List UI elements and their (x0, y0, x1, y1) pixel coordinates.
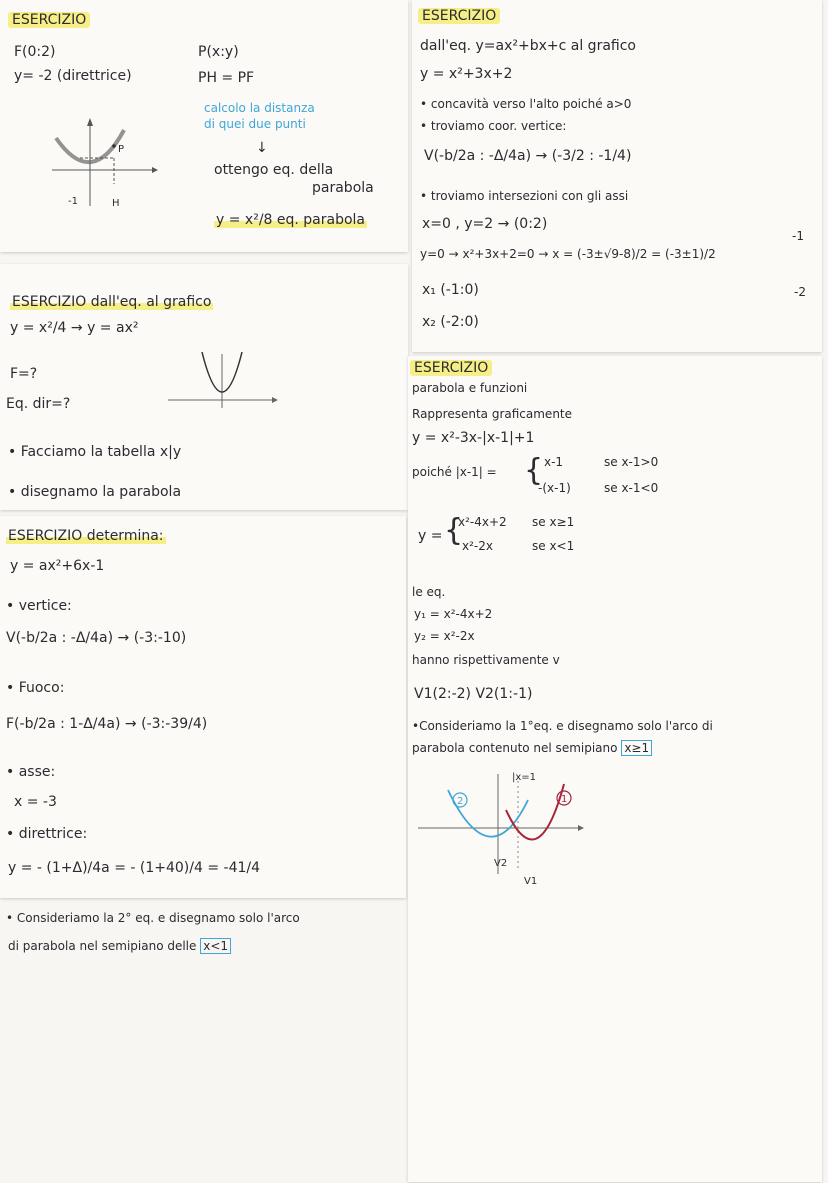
focus-text: F(0:2) (14, 44, 56, 60)
half-plane-box: x<1 (200, 938, 231, 954)
note-determine (0, 516, 406, 898)
consider-text-1: •Consideriamo la 1°eq. e disegnamo solo l'arco di (412, 719, 713, 733)
eq-line-4: hanno rispettivamente v (412, 653, 560, 667)
directrix-question: Eq. dir=? (6, 396, 71, 412)
line-2: Rappresenta graficamente (412, 407, 573, 421)
brace-2: { (444, 513, 464, 548)
y-case-1: x²-4x+2 (458, 515, 507, 529)
note-title: ESERCIZIO dall'eq. al grafico (12, 294, 212, 310)
y-cond-1: se x≥1 (532, 515, 575, 529)
directrix-formula: y = - (1+Δ)/4a = - (1+40)/4 = -41/4 (8, 860, 261, 876)
calc-note-1: calcolo la distanza (204, 101, 315, 115)
point-text: P(x:y) (198, 44, 239, 60)
axis-value: x = -3 (14, 794, 57, 810)
line-6: • troviamo intersezioni con gli assi (420, 189, 629, 203)
equation-text: y = x²/4 → y = ax² (10, 320, 139, 336)
directrix-text: y= -2 (direttrice) (14, 68, 132, 84)
abs-cond-2: se x-1<0 (604, 481, 659, 495)
main-equation: y = x²-3x-|x-1|+1 (412, 430, 535, 446)
note-piecewise (408, 356, 822, 1182)
half-plane-box: x≥1 (621, 740, 652, 756)
eq-line-3: y₂ = x²-2x (414, 629, 475, 643)
abs-prefix: poiché |x-1| = (412, 465, 497, 479)
note-vertex-intersections (412, 0, 822, 352)
obtain-text-2: parabola (312, 180, 374, 196)
line-1: dall'eq. y=ax²+bx+c al grafico (420, 38, 636, 54)
note-eq-to-graph (0, 264, 408, 510)
root-1: -1 (792, 229, 804, 243)
brace-1: { (524, 453, 544, 488)
note-title: ESERCIZIO (418, 8, 500, 24)
line-4: • troviamo coor. vertice: (420, 119, 567, 133)
graph-label-2: 2 (457, 796, 464, 807)
note-title: ESERCIZIO (8, 12, 90, 28)
bullet-table: • Facciamo la tabella x|y (8, 444, 182, 460)
consider-text-2-main: parabola contenuto nel semipiano (412, 741, 618, 755)
graph-label-v2: V2 (494, 858, 508, 869)
root-2: -2 (794, 285, 806, 299)
line-3: • concavità verso l'alto poiché a>0 (420, 97, 632, 111)
graph-label-x1: |x=1 (512, 772, 537, 783)
focus-label: • Fuoco: (6, 680, 65, 696)
eq-line-2: y₁ = x²-4x+2 (414, 607, 493, 621)
y-cond-2: se x<1 (532, 539, 575, 553)
line-1: parabola e funzioni (412, 381, 528, 395)
intersection-1: x₁ (-1:0) (422, 282, 479, 298)
focus-question: F=? (10, 366, 38, 382)
vertices-text: V1(2:-2) V2(1:-1) (414, 686, 533, 702)
line-8: y=0 → x²+3x+2=0 → x = (-3±√9-8)/2 = (-3±1)/2 (420, 247, 716, 261)
vertex-label: • vertice: (6, 598, 72, 614)
parabola-sketch (168, 350, 280, 410)
sketch-label-minus1: -1 (68, 196, 78, 207)
vertex-formula: V(-b/2a : -Δ/4a) → (-3/2 : -1/4) (424, 148, 632, 164)
axis-label: • asse: (6, 764, 56, 780)
consider-text-2 (412, 740, 652, 756)
consider-text-2 (8, 938, 231, 954)
consider-text-1: • Consideriamo la 2° eq. e disegnamo solo l'arco (6, 911, 300, 925)
result-equation: y = x²/8 eq. parabola (216, 212, 366, 228)
note-focus-directrix (0, 0, 408, 252)
focus-formula: F(-b/2a : 1-Δ/4a) → (-3:-39/4) (6, 716, 208, 732)
line-2: y = x²+3x+2 (420, 66, 513, 82)
note-title: ESERCIZIO determina: (8, 528, 164, 544)
eq-line-1: le eq. (412, 585, 446, 599)
bullet-draw: • disegnamo la parabola (8, 484, 182, 500)
graph-label-v1: V1 (524, 876, 538, 887)
sketch-label-h: H (112, 198, 120, 209)
graph-label-1: 1 (561, 794, 568, 805)
consider-text-2-main: di parabola nel semipiano delle (8, 939, 197, 953)
note-title: ESERCIZIO (410, 360, 492, 376)
obtain-text-1: ottengo eq. della (214, 162, 334, 178)
equation-text: y = ax²+6x-1 (10, 558, 105, 574)
abs-case-1: x-1 (544, 455, 564, 469)
directrix-label: • direttrice: (6, 826, 88, 842)
abs-case-2: -(x-1) (538, 481, 571, 495)
y-prefix: y = (418, 528, 443, 544)
abs-cond-1: se x-1>0 (604, 455, 659, 469)
y-case-2: x²-2x (462, 539, 493, 553)
vertex-formula: V(-b/2a : -Δ/4a) → (-3:-10) (6, 630, 187, 646)
sketch-label-p: P (118, 144, 125, 155)
down-arrow: ↓ (256, 140, 268, 156)
calc-note-2: di quei due punti (204, 117, 306, 131)
intersection-2: x₂ (-2:0) (422, 314, 479, 330)
line-7: x=0 , y=2 → (0:2) (422, 216, 548, 232)
equality-text: PH = PF (198, 70, 255, 86)
